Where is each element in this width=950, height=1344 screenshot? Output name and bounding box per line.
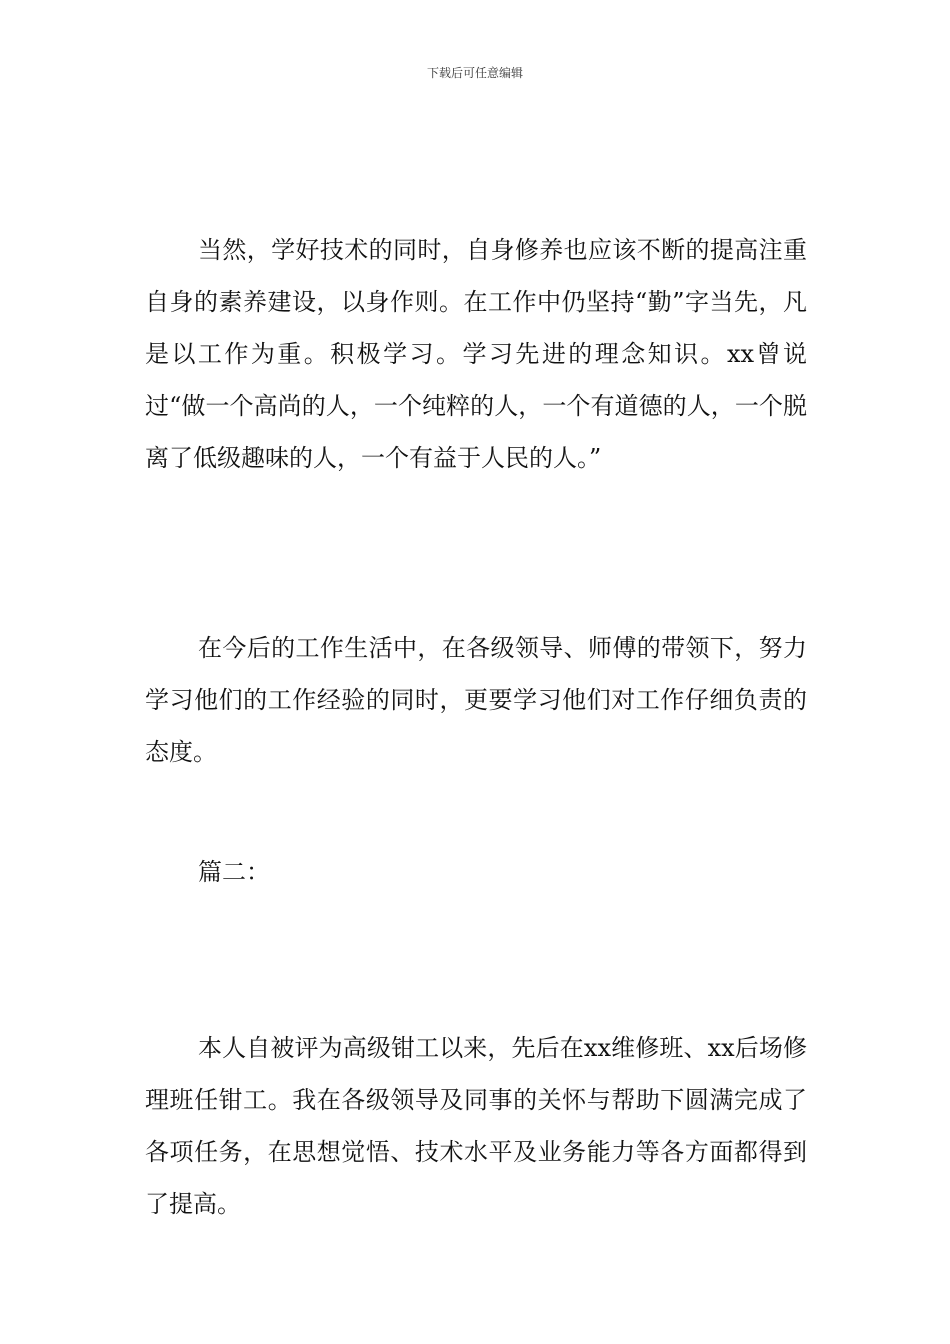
body-paragraph: 在今后的工作生活中，在各级领导、师傅的带领下，努力学习他们的工作经验的同时，更要学习他们对工作仔细负责的态度。 bbox=[145, 634, 807, 766]
body-paragraph: 本人自被评为高级钳工以来，先后在xx维修班、xx后场修理班任钳工。我在各级领导及同事的关怀与帮助下圆满完成了各项任务，在思想觉悟、技术水平及业务能力等各方面都得到了提高。 bbox=[145, 1034, 807, 1218]
body-paragraph: 当然，学好技术的同时，自身修养也应该不断的提高注重自身的素养建设，以身作则。在工作中仍坚持“勤”字当先，凡是以工作为重。积极学习。学习先进的理念知识。xx曾说过“做一个高尚的人，一个纯粹的人，一个有道德的人，一个脱离了低级趣味的人，一个有益于人民的人。” bbox=[145, 236, 807, 472]
section-heading: 篇二： bbox=[198, 858, 270, 886]
page-header: 下载后可任意编辑 bbox=[426, 66, 523, 80]
